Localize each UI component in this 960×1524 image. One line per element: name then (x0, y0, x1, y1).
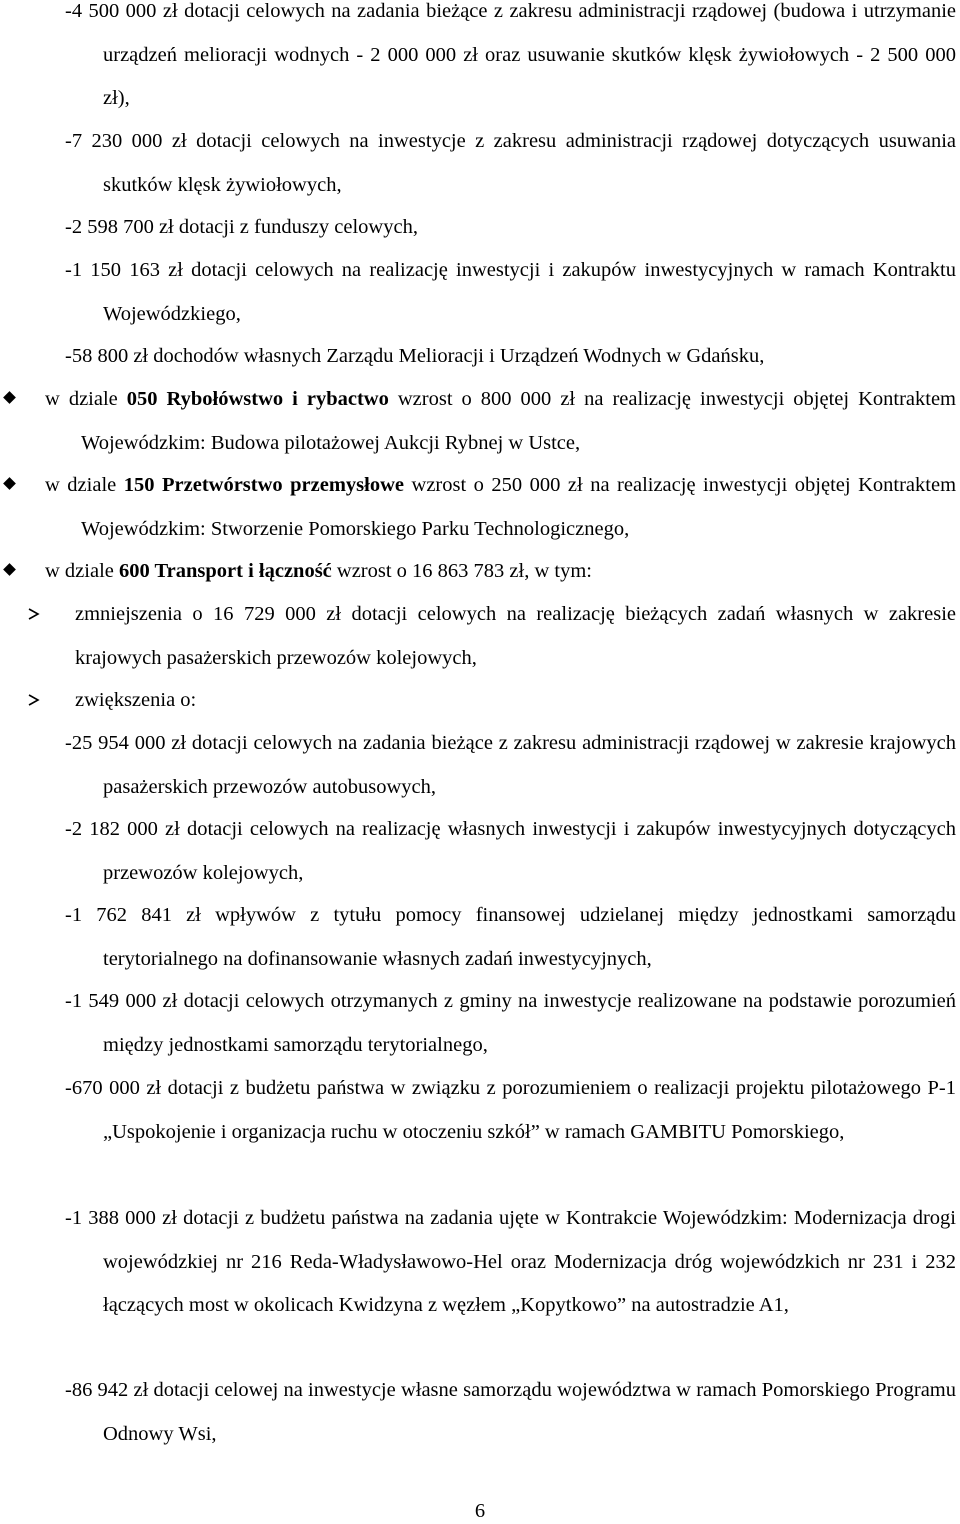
section-title: 050 Rybołówstwo i rybactwo (126, 388, 389, 410)
list-item: -670 000 zł dotacji z budżetu państwa w związku z porozumieniem o realizacji projektu pilotażowego P-1 „Uspokojenie i organizacja ruchu w otoczeniu szkół” w ramach GAMBITU Pomorskiego, (65, 1077, 956, 1143)
section-title: 600 Transport i łączność (119, 560, 332, 582)
section-title: 150 Przetwórstwo przemysłowe (123, 474, 405, 496)
diamond-bullet-icon (3, 477, 16, 490)
list-item: -1 388 000 zł dotacji z budżetu państwa na zadania ujęte w Kontrakcie Wojewódzkim: Modernizacja drogi wojewódzkiej nr 216 Reda-Władysławowo-Hel oraz Modernizacja dróg wojewódzkich nr 231 i 232 łączących most w okolicach Kwidzyna z węzłem „Kopytkowo” na autostradzie A1, (65, 1207, 956, 1316)
list-item: -2 182 000 zł dotacji celowych na realizację własnych inwestycji i zakupów inwestycyjnych dotyczących przewozów kolejowych, (65, 818, 956, 884)
list-item: -1 762 841 zł wpływów z tytułu pomocy finansowej udzielanej między jednostkami samorządu terytorialnego na dofinansowanie własnych zadań inwestycyjnych, (65, 904, 956, 970)
arrow-list-item: zwiększenia o: (75, 679, 956, 723)
diamond-bullet-icon (3, 391, 16, 404)
arrow-list-item: zmniejszenia o 16 729 000 zł dotacji celowych na realizację bieżących zadań własnych w zakresie krajowych pasażerskich przewozów kolejowych, (75, 593, 956, 680)
list-item: -7 230 000 zł dotacji celowych na inwestycje z zakresu administracji rządowej dotyczących usuwania skutków klęsk żywiołowych, (65, 130, 956, 196)
section-item-150: w dziale 150 Przetwórstwo przemysłowe wzrost o 250 000 zł na realizację inwestycji objętej Kontraktem Wojewódzkim: Stworzenie Pomorskiego Parku Technologicznego, (81, 464, 956, 551)
list-item: -2 598 700 zł dotacji z funduszy celowych, (65, 216, 418, 238)
list-item: -86 942 zł dotacji celowej na inwestycje własne samorządu województwa w ramach Pomorskiego Programu Odnowy Wsi, (65, 1379, 956, 1445)
arrow-bullet-icon (28, 608, 40, 620)
list-item: -1 549 000 zł dotacji celowych otrzymanych z gminy na inwestycje realizowane na podstawie porozumień między jednostkami samorządu terytorialnego, (65, 990, 956, 1056)
list-item: -58 800 zł dochodów własnych Zarządu Melioracji i Urządzeń Wodnych w Gdańsku, (65, 345, 765, 367)
section-item-600: w dziale 600 Transport i łączność wzrost o 16 863 783 zł, w tym: (45, 550, 956, 594)
list-item: -1 150 163 zł dotacji celowych na realizację inwestycji i zakupów inwestycyjnych w ramach Kontraktu Wojewódzkiego, (65, 259, 956, 325)
diamond-bullet-icon (3, 563, 16, 576)
section-item-050: w dziale 050 Rybołówstwo i rybactwo wzrost o 800 000 zł na realizację inwestycji objętej Kontraktem Wojewódzkim: Budowa pilotażowej Aukcji Rybnej w Ustce, (81, 378, 956, 465)
list-item: -25 954 000 zł dotacji celowych na zadania bieżące z zakresu administracji rządowej w zakresie krajowych pasażerskich przewozów autobusowych, (65, 732, 956, 798)
list-item: -4 500 000 zł dotacji celowych na zadania bieżące z zakresu administracji rządowej (budowa i utrzymanie urządzeń melioracji wodnych - 2 000 000 zł oraz usuwanie skutków klęsk żywiołowych - 2 500 000 zł), (65, 0, 956, 109)
arrow-bullet-icon (28, 694, 40, 706)
page-number: 6 (474, 1500, 486, 1522)
